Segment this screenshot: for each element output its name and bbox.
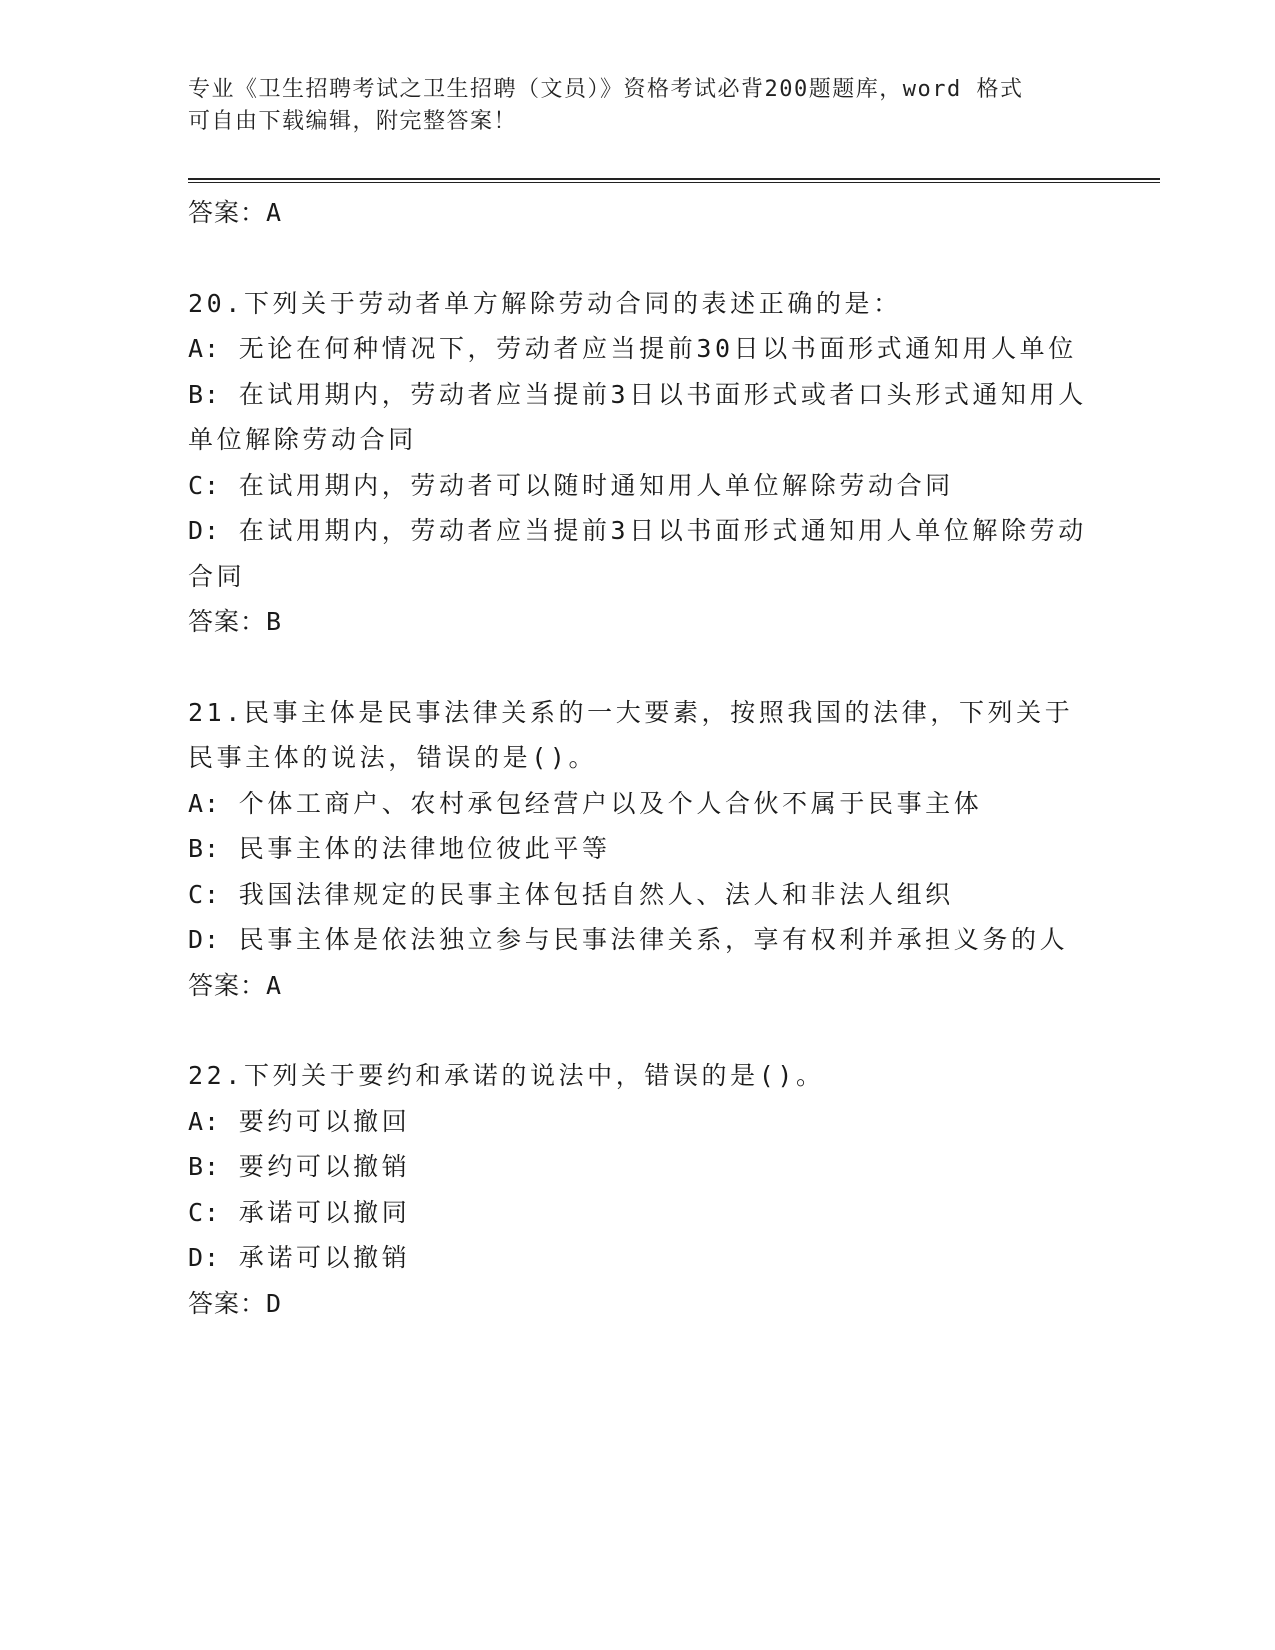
option-key: D: xyxy=(188,1243,221,1272)
question-20 xyxy=(188,281,1088,645)
header-title-line-1: 专业《卫生招聘考试之卫生招聘（文员）》资格考试必背200题题库，word 格式 xyxy=(188,77,1024,102)
option-text: 民事主体的法律地位彼此平等 xyxy=(220,834,611,863)
option-text: 个体工商户、农村承包经营户以及个人合伙不属于民事主体 xyxy=(220,788,983,818)
header-divider xyxy=(188,178,1160,183)
answer-value: B xyxy=(266,607,284,636)
option-text: 我国法律规定的民事主体包括自然人、法人和非法人组织 xyxy=(220,879,954,909)
answer-value: D xyxy=(266,1288,284,1318)
option-b xyxy=(188,826,1088,872)
question-22 xyxy=(188,1053,1088,1326)
option-key: C: xyxy=(188,470,221,500)
option-key: D: xyxy=(188,516,221,545)
option-d xyxy=(188,508,1088,599)
question-answer xyxy=(188,1281,1088,1327)
option-text: 在试用期内，劳动者可以随时通知用人单位解除劳动合同 xyxy=(220,470,954,500)
option-b xyxy=(188,1144,1088,1190)
answer-label: 答案： xyxy=(188,1288,267,1318)
option-text: 在试用期内，劳动者应当提前3日以书面形式或者口头形式通知用人单位解除劳动合同 xyxy=(188,379,1087,454)
answer-value: A xyxy=(266,970,284,1000)
option-c xyxy=(188,1190,1088,1236)
option-key: D: xyxy=(188,925,221,954)
option-key: A: xyxy=(188,788,221,818)
question-answer xyxy=(188,599,1088,645)
option-text: 无论在何种情况下，劳动者应当提前30日以书面形式通知用人单位 xyxy=(220,334,1077,363)
option-text: 承诺可以撤销 xyxy=(220,1243,411,1272)
option-text: 民事主体是依法独立参与民事法律关系，享有权利并承担义务的人 xyxy=(220,925,1069,954)
option-text: 要约可以撤回 xyxy=(220,1106,411,1136)
option-key: B: xyxy=(188,834,221,863)
option-a xyxy=(188,1099,1088,1145)
answer-label: 答案： xyxy=(188,970,267,1000)
option-key: C: xyxy=(188,1197,221,1227)
answer-value: A xyxy=(266,198,284,227)
option-d xyxy=(188,1235,1088,1281)
question-stem: 21.民事主体是民事法律关系的一大要素，按照我国的法律，下列关于民事主体的说法，错误的是()。 xyxy=(188,697,1074,772)
option-key: A: xyxy=(188,1106,221,1136)
page-header xyxy=(188,74,1088,138)
question-stem: 20.下列关于劳动者单方解除劳动合同的表述正确的是： xyxy=(188,288,902,318)
option-c xyxy=(188,872,1088,918)
option-c xyxy=(188,463,1088,509)
option-b xyxy=(188,372,1088,463)
option-text: 承诺可以撤同 xyxy=(220,1197,411,1227)
answer-label: 答案： xyxy=(188,198,267,227)
question-stem: 22.下列关于要约和承诺的说法中，错误的是()。 xyxy=(188,1061,825,1090)
previous-answer xyxy=(188,190,1088,236)
option-key: C: xyxy=(188,879,221,909)
option-key: B: xyxy=(188,379,221,409)
option-text: 在试用期内，劳动者应当提前3日以书面形式通知用人单位解除劳动合同 xyxy=(188,516,1087,591)
option-text: 要约可以撤销 xyxy=(220,1152,411,1181)
question-answer xyxy=(188,963,1088,1009)
option-a xyxy=(188,326,1088,372)
answer-label: 答案： xyxy=(188,607,267,636)
option-a xyxy=(188,781,1088,827)
question-list xyxy=(188,190,1088,1326)
option-key: B: xyxy=(188,1152,221,1181)
question-21 xyxy=(188,690,1088,1009)
option-d xyxy=(188,917,1088,963)
option-key: A: xyxy=(188,334,221,363)
header-title-line-2: 可自由下载编辑，附完整答案！ xyxy=(188,109,518,134)
